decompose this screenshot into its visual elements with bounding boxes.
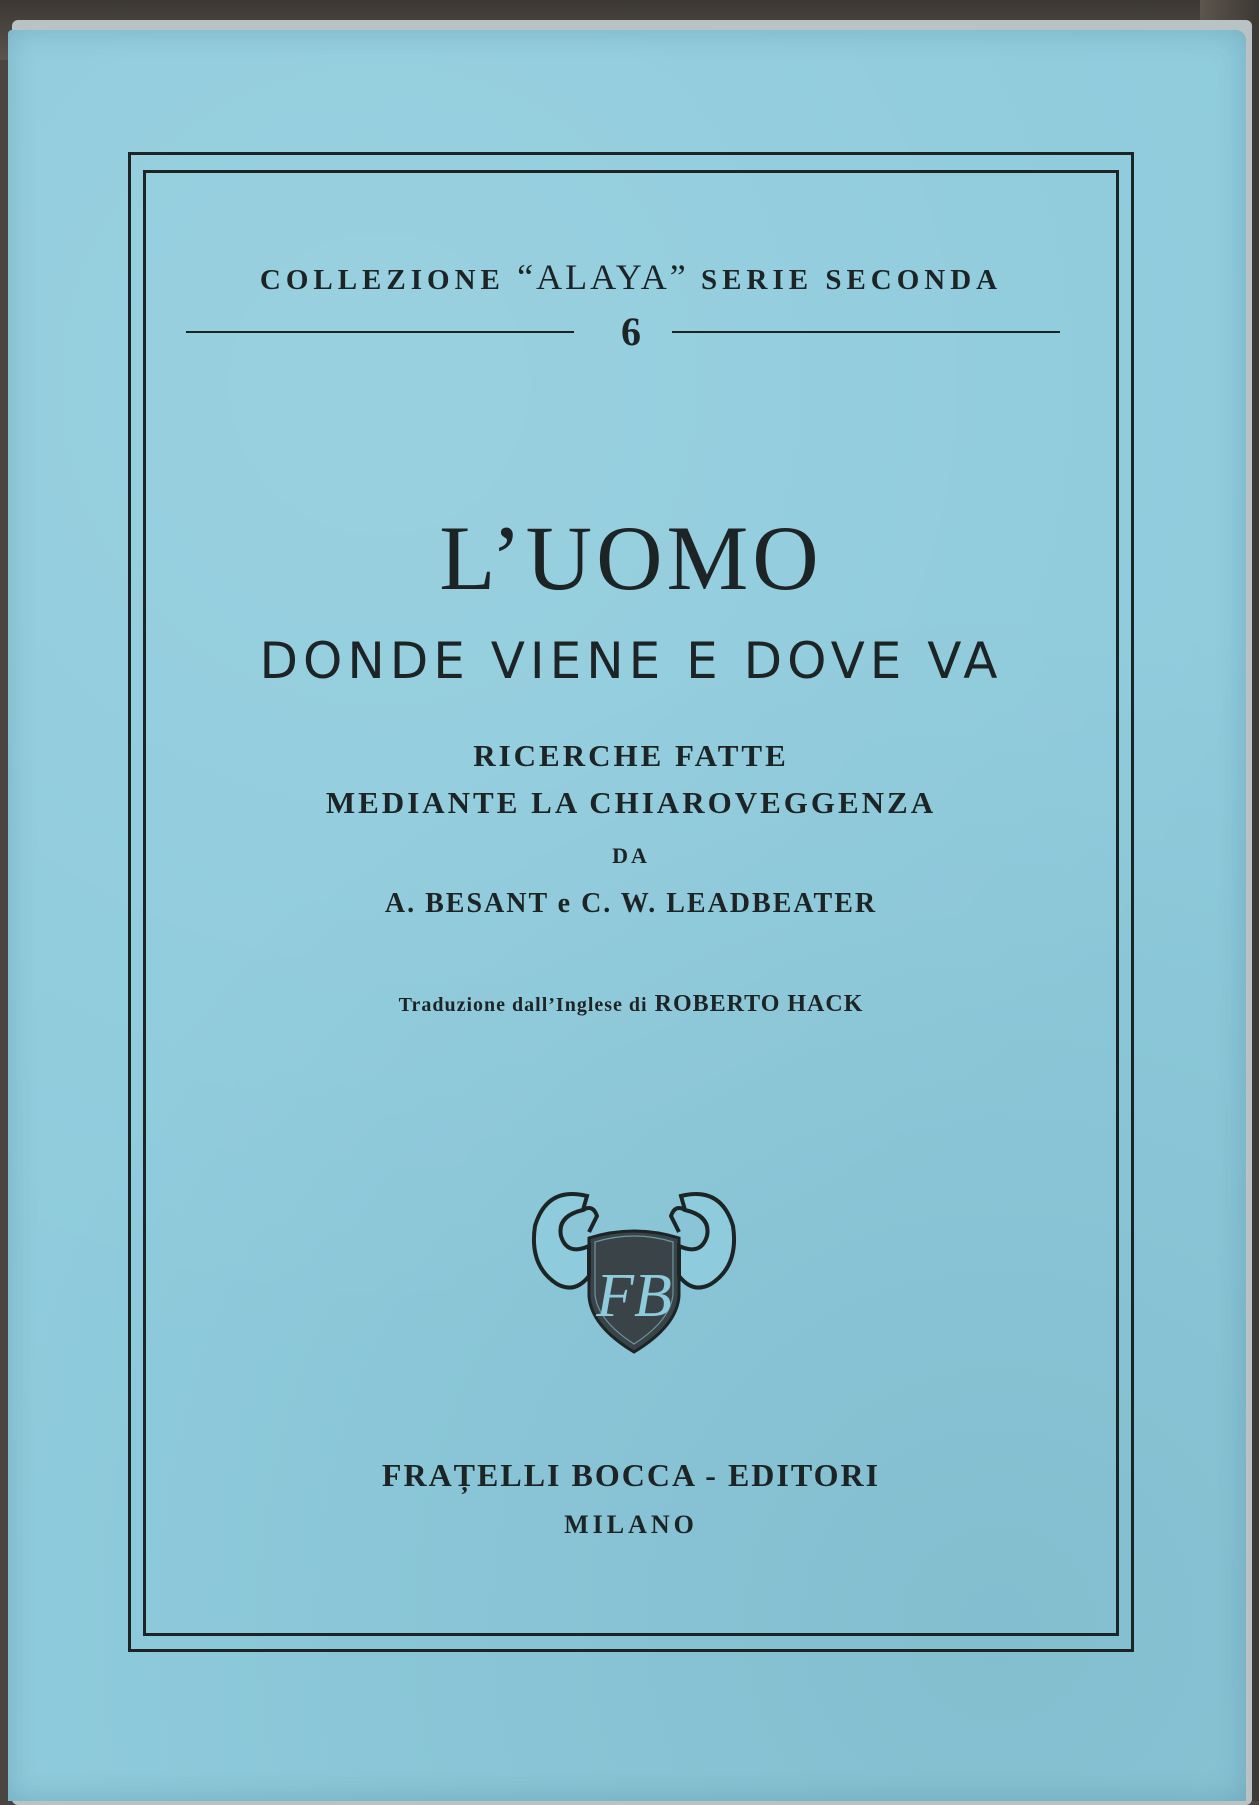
series-number: 6 (621, 309, 641, 354)
collection-prefix: COLLEZIONE (259, 264, 505, 296)
translation-prefix: Traduzione dall’Inglese di (398, 994, 648, 1016)
svg-text:FB: FB (596, 1262, 672, 1330)
publisher-city: MILANO (564, 1510, 698, 1539)
publisher-name: FRAȚELLI BOCCA - EDITORI (381, 1457, 881, 1493)
collection-name: “ALAYA” (517, 257, 689, 297)
translation-credit (143, 991, 1119, 1018)
description-line-1: RICERCHE FATTE (473, 738, 789, 773)
book-subtitle: DONDE VIENE E DOVE VA (259, 632, 1003, 690)
publisher-emblem-icon (527, 1176, 741, 1358)
collection-suffix: SERIE SECONDA (701, 264, 1003, 296)
by-label: DA (612, 843, 650, 868)
authors: A. BESANT e C. W. LEADBEATER (384, 888, 878, 919)
collection-line (143, 256, 1119, 298)
translator: ROBERTO HACK (654, 991, 864, 1017)
book-title: L’UOMO (439, 507, 823, 609)
description-line-2: MEDIANTE LA CHIAROVEGGENZA (325, 785, 937, 820)
